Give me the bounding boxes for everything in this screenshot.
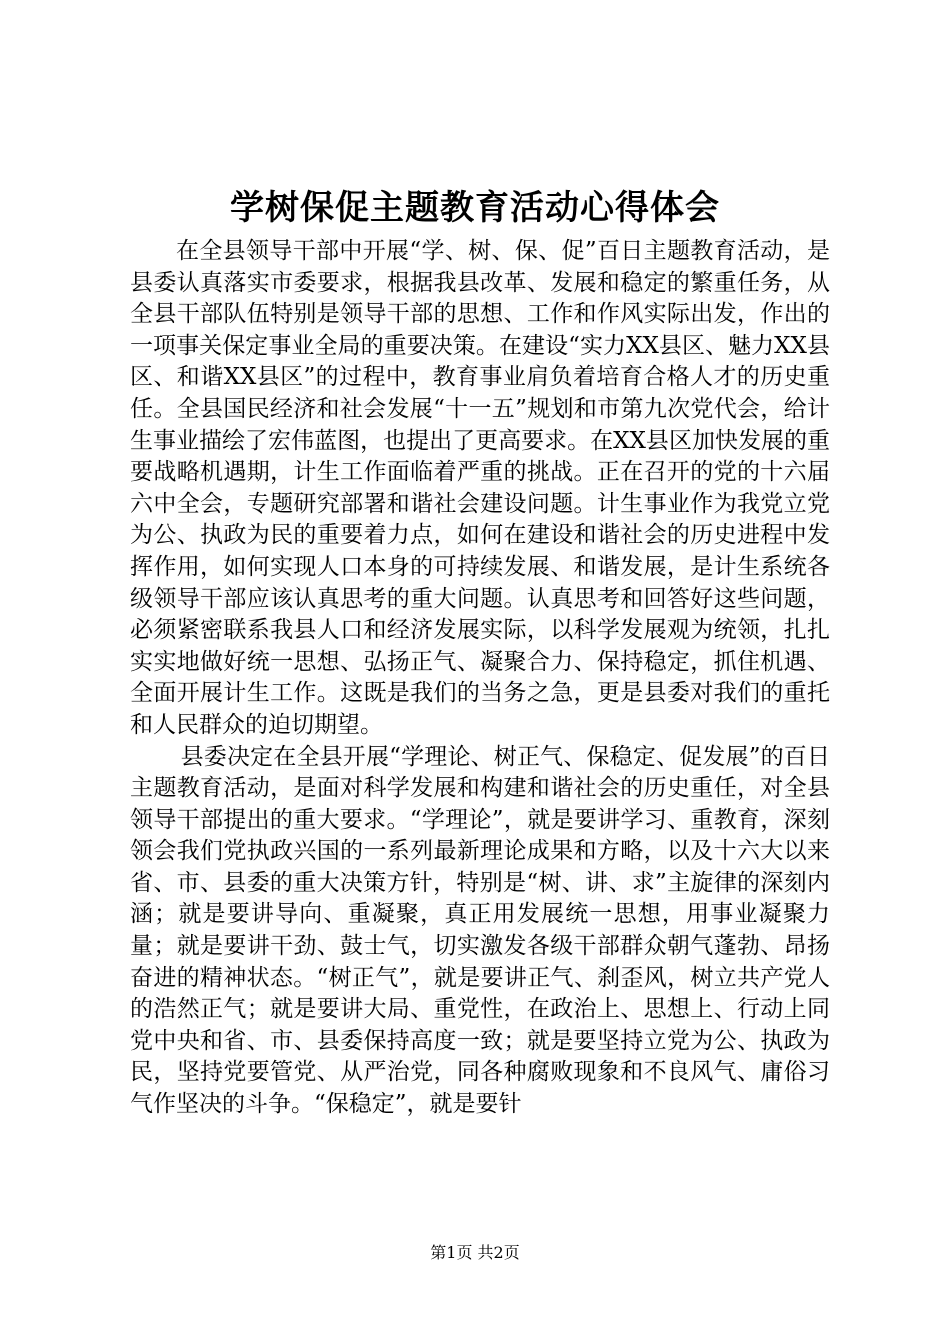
- page-total: 共2页: [477, 1243, 520, 1262]
- paragraph-2: 县委决定在全县开展“学理论、树正气、保稳定、促发展”的百日主题教育活动，是面对科学发展和构建和谐社会的历史重任，对全县领导干部提出的重大要求。“学理论”，就是要讲学习、重教育，深刻领会我们党执政兴国的一系列最新理论成果和方略，以及十六大以来省、市、县委的重大决策方针，特别是“树、讲、求”主旋律的深刻内涵；就是要讲导向、重凝聚，真正用发展统一思想，用事业凝聚力量；就是要讲干劲、鼓士气，切实激发各级干部群众朝气蓬勃、昂扬奋进的精神状态。“树正气”，就是要讲正气、刹歪风，树立共产党人的浩然正气；就是要讲大局、重党性，在政治上、思想上、行动上同党中央和省、市、县委保持高度一致；就是要坚持立党为公、执政为民，坚持党要管党、从严治党，同各种腐败现象和不良风气、庸俗习气作坚决的斗争。“保稳定”，就是要针: [130, 743, 830, 1118]
- document-title: 学树保促主题教育活动心得体会: [230, 188, 720, 228]
- page-number: 第1页: [430, 1243, 473, 1262]
- paragraph-1: 在全县领导干部中开展“学、树、保、促”百日主题教育活动，是县委认真落实市委要求，根据我县改革、发展和稳定的繁重任务，从全县干部队伍特别是领导干部的思想、工作和作风实际出发，作出的一项事关保定事业全局的重要决策。在建设“实力XX县区、魅力XX县区、和谐XX县区”的过程中，教育事业肩负着培育合格人才的历史重任。全县国民经济和社会发展“十一五”规划和市第九次党代会，给计生事业描绘了宏伟蓝图，也提出了更高要求。在XX县区加快发展的重要战略机遇期，计生工作面临着严重的挑战。正在召开的党的十六届六中全会，专题研究部署和谐社会建设问题。计生事业作为我党立党为公、执政为民的重要着力点，如何在建设和谐社会的历史进程中发挥作用，如何实现人口本身的可持续发展、和谐发展，是计生系统各级领导干部应该认真思考的重大问题。认真思考和回答好这些问题，必须紧密联系我县人口和经济发展实际，以科学发展观为统领，扎扎实实地做好统一思想、弘扬正气、凝聚合力、保持稳定，抓住机遇、全面开展计生工作。这既是我们的当务之急，更是县委对我们的重托和人民群众的迫切期望。: [130, 238, 830, 738]
- page-footer: [0, 1243, 950, 1263]
- document-body: [130, 236, 830, 1121]
